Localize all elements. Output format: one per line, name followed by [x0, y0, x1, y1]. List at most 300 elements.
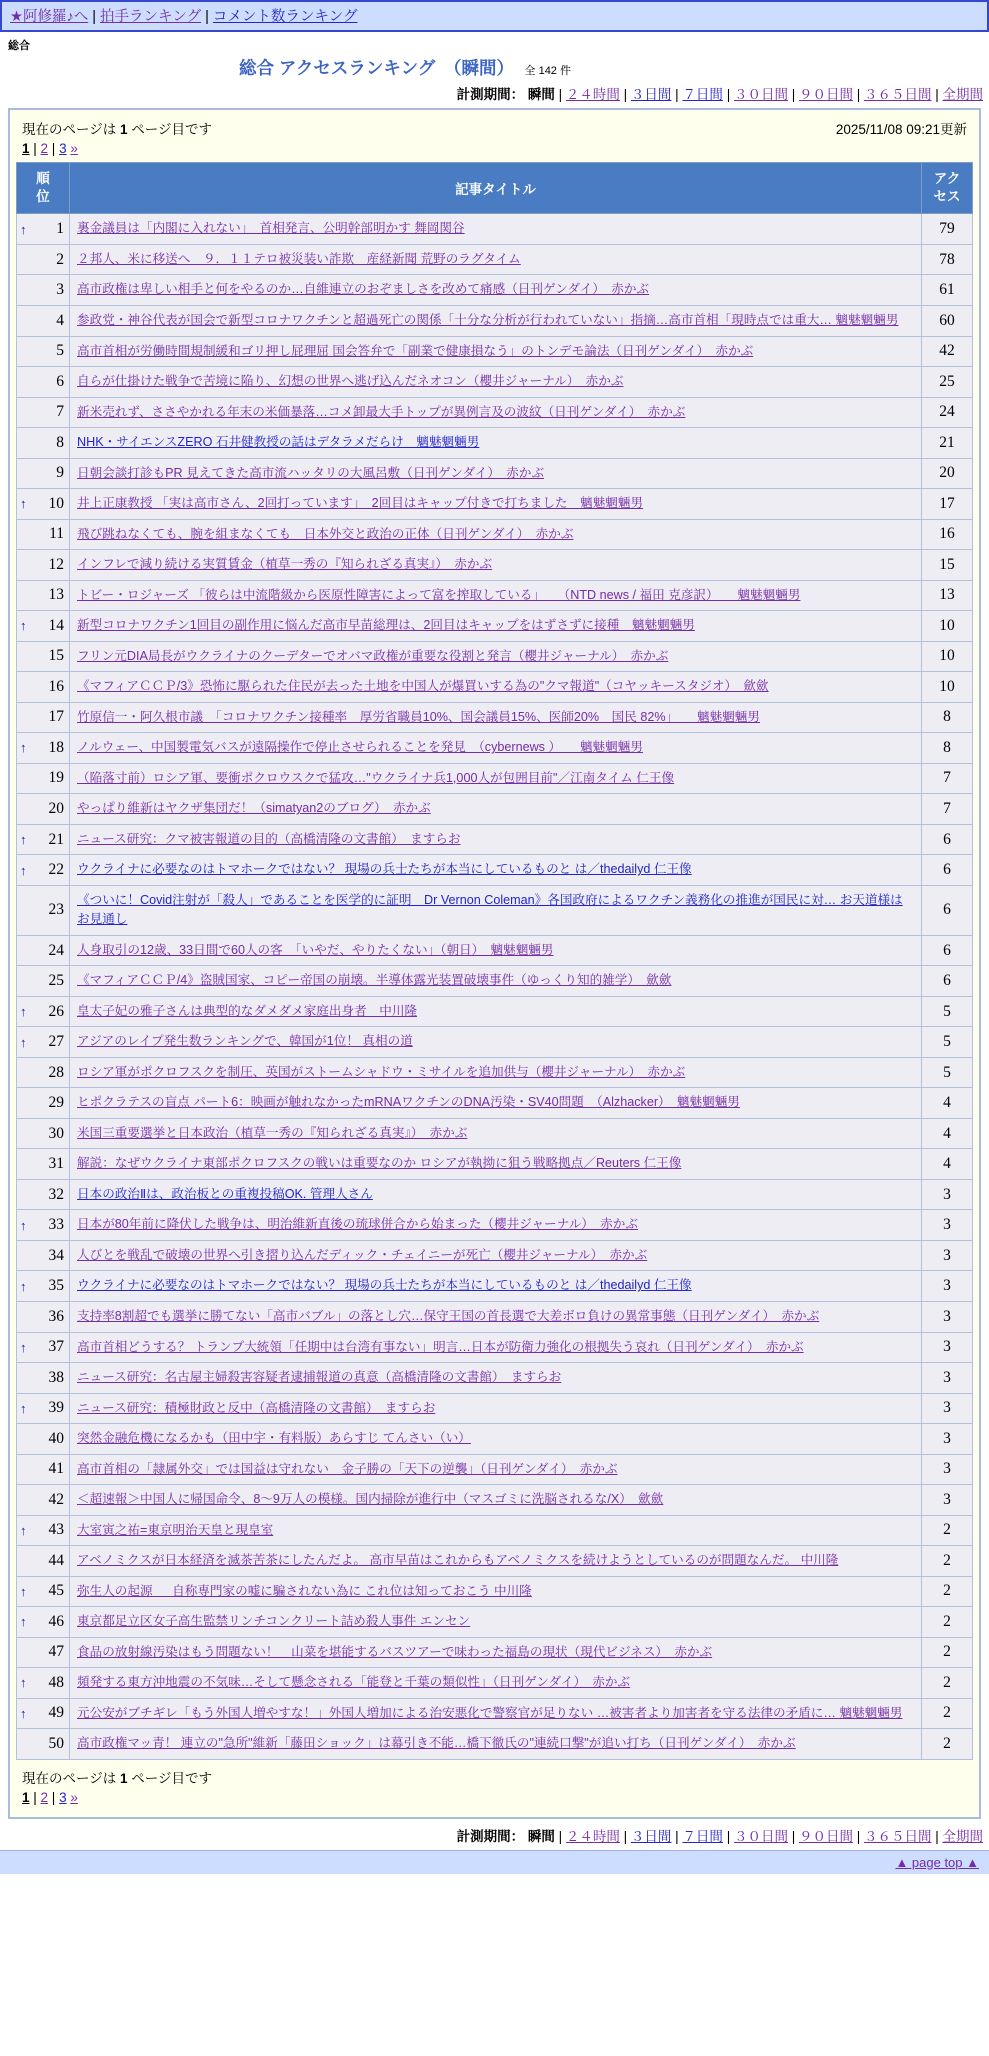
separator: | [671, 1828, 683, 1844]
article-link[interactable]: ニュース研究：名古屋主婦殺害容疑者逮捕報道の真意（高橋清隆の文書館） ますらお [77, 1370, 562, 1385]
access-count: 3 [922, 1240, 973, 1271]
article-link[interactable]: 竹原信一・阿久根市議 「コロナワクチン接種率 厚労省職員10%、国会議員15%、医師20% 国民 82%」 魑魅魍魎男 [77, 709, 760, 724]
article-link[interactable]: 支持率8割超でも選挙に勝てない「高市バブル」の落とし穴…保守王国の首長選で大差ボロ負けの異常事態（日刊ゲンダイ） 赤かぶ [77, 1309, 820, 1323]
table-row [17, 1027, 973, 1058]
rank-number: 42 [48, 1490, 64, 1508]
access-count: 7 [922, 763, 973, 794]
article-title-cell [70, 519, 922, 550]
rank-number: 46 [48, 1612, 64, 1630]
article-link[interactable]: 皇太子妃の雅子さんは典型的なダメダメ家庭出身者 中川隆 [77, 1003, 418, 1018]
article-title-cell [70, 1057, 922, 1088]
article-title-cell [70, 966, 922, 997]
rank-cell [17, 966, 70, 997]
rank-cell [17, 1546, 70, 1577]
rank-number: 30 [48, 1124, 64, 1142]
access-count: 6 [922, 824, 973, 855]
rank-cell [17, 885, 70, 935]
rank-number: 8 [56, 433, 64, 451]
rank-number: 41 [48, 1460, 64, 1478]
rank-number: 27 [48, 1033, 64, 1051]
topbar-link[interactable]: ★阿修羅♪へ [10, 9, 89, 25]
page-link[interactable]: 3 [59, 141, 67, 156]
rank-up-icon: ↑ [20, 832, 27, 847]
rank-up-icon: ↑ [20, 1614, 27, 1630]
rank-up-icon: ↑ [20, 1522, 27, 1538]
access-count: 7 [922, 794, 973, 825]
rank-cell [17, 1363, 70, 1394]
article-link[interactable]: 日朝会談打診もPR 見えてきた高市流ハッタリの大風呂敷（日刊ゲンダイ） 赤かぶ [77, 465, 545, 480]
table-row [17, 1637, 973, 1668]
article-link[interactable]: 食品の放射線汚染はもう問題ない！ 山菜を堪能するバスツアーで味わった福島の現状（現代ビジネス） 赤かぶ [77, 1644, 713, 1659]
article-title-cell [70, 244, 922, 275]
rank-number: 19 [48, 769, 64, 787]
access-count: 60 [922, 305, 973, 336]
bottom-bar [0, 1850, 989, 1874]
article-title-cell [70, 794, 922, 825]
article-title-cell [70, 1637, 922, 1668]
access-count: 3 [922, 1302, 973, 1333]
period-link[interactable]: ７日間 [682, 87, 723, 102]
rank-number: 17 [48, 708, 64, 726]
article-link[interactable]: アベノミクスが日本経済を滅茶苦茶にしたんだよ。 高市早苗はこれからもアベノミクスを続けようとしているのが問題なんだ。 中川隆 [77, 1553, 839, 1568]
rank-number: 31 [48, 1155, 64, 1173]
rank-cell [17, 214, 70, 245]
separator: | [787, 1828, 799, 1844]
article-link[interactable]: ２邦人、米に移送へ ９．１１テロ被災装い詐欺 産経新聞 荒野のラグタイム [77, 251, 521, 266]
rank-cell [17, 550, 70, 581]
article-link[interactable]: 高市政権マッ青！ 連立の"急所"維新「藤田ショック」は幕引き不能…橋下徹氏の"連続口撃"が追い打ち（日刊ゲンダイ） 赤かぶ [77, 1736, 796, 1751]
period-link[interactable]: ９０日間 [798, 87, 853, 102]
rank-cell [17, 733, 70, 764]
access-count: 2 [922, 1546, 973, 1577]
article-link[interactable]: 高市首相が労働時間規制緩和ゴリ押し屁理屈 国会答弁で「副業で健康損なう」のトンデモ論法（日刊ゲンダイ） 赤かぶ [77, 343, 754, 358]
table-row [17, 428, 973, 459]
access-count: 6 [922, 885, 973, 935]
separator: | [48, 141, 60, 156]
access-count: 10 [922, 672, 973, 703]
access-count: 3 [922, 1332, 973, 1363]
table-row [17, 611, 973, 642]
article-link[interactable]: 新型コロナワクチン1回目の副作用に悩んだ高市早苗総理は、2回目はキャップをはずさずに接種 魑魅魍魎男 [77, 618, 695, 633]
access-count: 2 [922, 1637, 973, 1668]
article-link[interactable]: 日本の政治Ⅱは、政治板との重複投稿OK. 管理人さん [77, 1186, 373, 1201]
rank-up-icon: ↑ [20, 1675, 27, 1691]
article-link[interactable]: 《マフィアＣＣＰ/4》盗賊国家、コピー帝国の崩壊。半導体露光装置破壊事件（ゆっくり知的雑学） 歛歛 [77, 973, 672, 988]
article-link[interactable]: 日本が80年前に降伏した戦争は、明治維新直後の琉球併合から始まった（櫻井ジャーナル） 赤かぶ [77, 1217, 638, 1232]
article-link[interactable]: 井上正康教授 「実は高市さん、2回打っています」 2回目はキャップ付きで打ちました 魑魅魍魎男 [77, 496, 644, 511]
rank-cell [17, 611, 70, 642]
period-link[interactable]: ７日間 [682, 1828, 723, 1844]
separator: | [671, 87, 683, 102]
page-info-top [16, 115, 973, 139]
table-row [17, 966, 973, 997]
article-link[interactable]: ニュース研究：クマ被害報道の目的（高橋清隆の文書館） ますらお [77, 831, 461, 846]
page-link[interactable]: 2 [40, 1789, 49, 1805]
rank-cell [17, 458, 70, 489]
rank-cell [17, 1118, 70, 1149]
article-link[interactable]: アジアのレイプ発生数ランキングで、韓国が1位！ 真相の道 [77, 1034, 413, 1049]
rank-up-icon: ↑ [20, 1034, 27, 1050]
access-count: 2 [922, 1607, 973, 1638]
table-row [17, 1576, 973, 1607]
article-title-cell [70, 996, 922, 1027]
access-count: 3 [922, 1210, 973, 1241]
rank-number: 12 [48, 555, 64, 573]
article-title-cell [70, 367, 922, 398]
page-link[interactable]: 3 [59, 1789, 67, 1805]
rank-number: 24 [48, 941, 64, 959]
article-link[interactable]: 自らが仕掛けた戦争で苦境に陥り、幻想の世界へ逃げ込んだネオコン（櫻井ジャーナル） 赤かぶ [77, 374, 624, 389]
table-row [17, 458, 973, 489]
rank-cell [17, 336, 70, 367]
access-count: 6 [922, 935, 973, 966]
rank-cell [17, 996, 70, 1027]
rank-cell [17, 1149, 70, 1180]
rank-cell [17, 1027, 70, 1058]
access-count: 3 [922, 1454, 973, 1485]
rank-number: 13 [48, 586, 64, 604]
access-count: 3 [922, 1393, 973, 1424]
rank-cell [17, 1668, 70, 1699]
rank-number: 50 [48, 1734, 64, 1752]
rank-cell [17, 519, 70, 550]
rank-cell [17, 794, 70, 825]
access-count: 5 [922, 1027, 973, 1058]
rank-number: 47 [48, 1643, 64, 1661]
period-link[interactable]: ３日間 [630, 87, 672, 102]
rank-number: 16 [48, 677, 64, 695]
article-title-cell [70, 1393, 922, 1424]
rank-up-icon: ↑ [20, 1400, 27, 1416]
current-page-number: 1 [120, 1770, 128, 1786]
rank-cell [17, 1576, 70, 1607]
article-link[interactable]: 弥生人の起源 ＿ 自称専門家の嘘に騙されない為に これ位は知っておこう 中川隆 [77, 1583, 532, 1598]
access-count: 79 [922, 214, 973, 245]
article-title-cell [70, 1546, 922, 1577]
rank-number: 9 [56, 464, 64, 482]
table-row [17, 1210, 973, 1241]
article-link[interactable]: やっぱり維新はヤクザ集団だ！（simatyan2のブログ） 赤かぶ [77, 801, 431, 816]
article-link[interactable]: 新米売れず、ささやかれる年末の米価暴落…コメ卸最大手トップが異例言及の波紋（日刊ゲンダイ） 赤かぶ [77, 404, 686, 419]
table-row [17, 1698, 973, 1729]
article-title-cell [70, 1424, 922, 1455]
access-count: 13 [922, 580, 973, 611]
rank-number: 25 [48, 972, 64, 990]
separator: | [722, 87, 734, 102]
rank-up-icon: ↑ [20, 1705, 27, 1721]
rank-cell [17, 1179, 70, 1210]
rank-up-icon: ↑ [20, 740, 27, 756]
separator: | [92, 9, 97, 25]
table-row [17, 1668, 973, 1699]
rank-up-icon: ↑ [20, 862, 27, 878]
access-count: 25 [922, 367, 973, 398]
table-row [17, 1485, 973, 1516]
table-row [17, 1607, 973, 1638]
article-link[interactable]: フリン元DIA局長がウクライナのクーデターでオバマ政権が重要な役割と発言（櫻井ジャーナル） 赤かぶ [77, 648, 669, 663]
article-link[interactable]: 大室寅之祐=東京明治天皇と現皇室 [77, 1522, 274, 1537]
access-count: 78 [922, 244, 973, 275]
header-rank: 順位 [17, 163, 70, 214]
article-title-cell [70, 1576, 922, 1607]
rank-number: 28 [48, 1063, 64, 1081]
page-link[interactable]: » [70, 1789, 78, 1805]
rank-number: 7 [56, 403, 64, 421]
article-title-cell [70, 1729, 922, 1760]
article-title-cell [70, 733, 922, 764]
rank-cell [17, 641, 70, 672]
article-link[interactable]: 東京都足立区女子高生監禁リンチコンクリート詰め殺人事件 エンセン [77, 1614, 471, 1629]
table-row [17, 1393, 973, 1424]
article-link[interactable]: 元公安がブチギレ「もう外国人増やすな！」外国人増加による治安悪化で警察官が足りない …被害者より加害者を守る法律の矛盾に… 魑魅魍魎男 [77, 1705, 903, 1720]
table-row [17, 935, 973, 966]
separator: | [619, 87, 631, 102]
access-count: 16 [922, 519, 973, 550]
article-title-cell [70, 1607, 922, 1638]
access-count: 3 [922, 1363, 973, 1394]
period-label: 計測期間： [456, 87, 528, 102]
article-link[interactable]: 人身取引の12歳、33日間で60人の客 「いやだ、やりたくない」（朝日） 魑魅魍魎男 [77, 942, 554, 957]
rank-cell [17, 1271, 70, 1302]
rank-number: 35 [48, 1277, 64, 1295]
rank-cell [17, 1637, 70, 1668]
article-link[interactable]: ＜超速報＞中国人に帰国命令、8～9万人の模様。国内掃除が進行中（マスゴミに洗脳されるな/X） 歛歛 [77, 1492, 664, 1507]
rank-cell [17, 672, 70, 703]
article-link[interactable]: ヒポクラテスの盲点 パート6：映画が触れなかったmRNAワクチンのDNA汚染・SV40問題 （Alzhacker） 魑魅魍魎男 [77, 1095, 740, 1110]
rank-number: 39 [48, 1399, 64, 1417]
table-row [17, 702, 973, 733]
rank-number: 6 [56, 372, 64, 390]
rank-up-icon: ↑ [20, 1004, 27, 1020]
rank-number: 38 [48, 1368, 64, 1386]
rank-cell [17, 244, 70, 275]
table-row [17, 1271, 973, 1302]
rank-number: 15 [48, 647, 64, 665]
article-link[interactable]: 高市首相どうする？ トランプ大統領「任期中は台湾有事ない」明言…日本が防衛力強化の根拠失う哀れ（日刊ゲンダイ） 赤かぶ [77, 1339, 804, 1354]
page-title: 総合 アクセスランキング （瞬間） [239, 58, 515, 78]
table-row [17, 855, 973, 886]
table-row [17, 1302, 973, 1333]
rank-cell [17, 855, 70, 886]
article-link[interactable]: 《マフィアＣＣＰ/3》恐怖に駆られた住民が去った土地を中国人が爆買いする為の"クマ報道"（コヤッキースタジオ） 歛歛 [77, 679, 769, 694]
article-title-cell [70, 1027, 922, 1058]
article-link[interactable]: 高市政権は卑しい相手と何をやるのか…自維連立のおぞましさを改めて痛感（日刊ゲンダイ） 赤かぶ [77, 282, 650, 297]
table-row [17, 336, 973, 367]
table-row [17, 641, 973, 672]
article-link[interactable]: ウクライナに必要なのはトマホークではない？ 現場の兵士たちが本当にしているものと は／thedailyd 仁王像 [77, 862, 692, 877]
article-link[interactable]: 突然金融危機になるかも（田中宇・有料版）あらすじ てんさい（い） [77, 1431, 471, 1446]
article-title-cell [70, 885, 922, 935]
rank-cell [17, 824, 70, 855]
page-current: 1 [22, 141, 30, 156]
article-title-cell [70, 1454, 922, 1485]
page-link[interactable]: 2 [40, 141, 49, 156]
ranking-table [16, 162, 973, 1760]
current-page-number: 1 [120, 122, 128, 137]
access-count: 42 [922, 336, 973, 367]
access-count: 2 [922, 1576, 973, 1607]
table-row [17, 1179, 973, 1210]
access-count: 10 [922, 611, 973, 642]
period-link[interactable]: ２４時間 [565, 87, 620, 102]
rank-cell [17, 428, 70, 459]
rank-number: 33 [48, 1216, 64, 1234]
article-link[interactable]: 参政党・神谷代表が国会で新型コロナワクチンと超過死亡の関係「十分な分析が行われていない」指摘…高市首相「現時点では重大… 魑魅魍魎男 [77, 312, 899, 327]
separator: | [722, 1828, 734, 1844]
article-link[interactable]: 米国三重要選挙と日本政治（植草一秀の『知られざる真実』） 赤かぶ [77, 1125, 468, 1140]
rank-number: 4 [56, 311, 64, 329]
rank-number: 2 [56, 250, 64, 268]
access-count: 17 [922, 489, 973, 520]
page-header [0, 55, 810, 80]
table-row [17, 1363, 973, 1394]
rank-cell [17, 1515, 70, 1546]
table-row [17, 214, 973, 245]
table-row [17, 519, 973, 550]
rank-number: 21 [48, 830, 64, 848]
table-row [17, 489, 973, 520]
rank-number: 22 [48, 861, 64, 879]
access-count: 21 [922, 428, 973, 459]
article-link[interactable]: ロシア軍がポクロフスクを制圧、英国がストームシャドウ・ミサイルを追加供与（櫻井ジャーナル） 赤かぶ [77, 1064, 686, 1079]
article-title-cell [70, 1118, 922, 1149]
article-title-cell [70, 1210, 922, 1241]
article-link[interactable]: 解説：なぜウクライナ東部ポクロフスクの戦いは重要なのか ロシアが執拗に狙う戦略拠点／Reuters 仁王像 [77, 1156, 682, 1171]
article-link[interactable]: 飛び跳ねなくても、腕を組まなくても 日本外交と政治の正体（日刊ゲンダイ） 赤かぶ [77, 526, 574, 541]
access-count: 6 [922, 855, 973, 886]
article-title-cell [70, 1302, 922, 1333]
article-title-cell [70, 763, 922, 794]
article-title-cell [70, 824, 922, 855]
rank-number: 1 [56, 220, 64, 238]
article-title-cell [70, 641, 922, 672]
article-title-cell [70, 1088, 922, 1119]
period-link[interactable]: ３０日間 [733, 1828, 788, 1844]
table-row [17, 1729, 973, 1760]
page-top-link[interactable]: ▲ page top ▲ [895, 1854, 979, 1870]
period-link[interactable]: ３６５日間 [863, 1828, 932, 1844]
rank-number: 20 [48, 799, 64, 817]
table-row [17, 733, 973, 764]
article-title-cell [70, 1240, 922, 1271]
article-title-cell [70, 397, 922, 428]
article-link[interactable]: 高市首相の「隷属外交」では国益は守れない 金子勝の「天下の逆襲」（日刊ゲンダイ） 赤かぶ [77, 1461, 618, 1476]
article-link[interactable]: 人びとを戦乱で破壊の世界へ引き摺り込んだディック・チェイニーが死亡（櫻井ジャーナル） 赤かぶ [77, 1247, 648, 1262]
article-link[interactable]: トビー・ロジャーズ 「彼らは中流階級から医原性障害によって富を搾取している」 （NTD news / 福田 克彦訳） 魑魅魍魎男 [77, 587, 801, 602]
access-count: 15 [922, 550, 973, 581]
rank-cell [17, 489, 70, 520]
separator: | [787, 87, 799, 102]
article-title-cell [70, 1485, 922, 1516]
page-link[interactable]: » [70, 141, 78, 156]
article-title-cell [70, 336, 922, 367]
table-row [17, 244, 973, 275]
topbar-link[interactable]: 拍手ランキング [100, 9, 202, 25]
ranking-box [8, 108, 981, 1819]
table-row [17, 1546, 973, 1577]
article-title-cell [70, 1698, 922, 1729]
header-title: 記事タイトル [70, 163, 922, 214]
period-links-bottom [0, 1825, 983, 1845]
access-count: 20 [922, 458, 973, 489]
period-link[interactable]: 全期間 [942, 1828, 983, 1844]
rank-number: 26 [48, 1002, 64, 1020]
article-title-cell [70, 275, 922, 306]
table-row [17, 1240, 973, 1271]
article-link[interactable]: 裏金議員は「内閣に入れない」 首相発言、公明幹部明かす 舞岡関谷 [77, 221, 465, 236]
period-link[interactable]: ９０日間 [798, 1828, 853, 1844]
pagination-bottom [16, 1788, 973, 1811]
table-row [17, 1057, 973, 1088]
table-row [17, 885, 973, 935]
article-link[interactable]: ニュース研究：積極財政と反中（高橋清隆の文書館） ますらお [77, 1400, 436, 1415]
period-link[interactable]: ３０日間 [733, 87, 788, 102]
access-count: 10 [922, 641, 973, 672]
table-row [17, 763, 973, 794]
article-title-cell [70, 1271, 922, 1302]
article-title-cell [70, 458, 922, 489]
rank-cell [17, 1607, 70, 1638]
rank-cell [17, 1240, 70, 1271]
rank-number: 5 [56, 342, 64, 360]
period-link[interactable]: 全期間 [942, 87, 983, 102]
rank-cell [17, 1057, 70, 1088]
rank-cell [17, 305, 70, 336]
period-link[interactable]: ３６５日間 [863, 87, 932, 102]
rank-up-icon: ↑ [20, 1217, 27, 1233]
table-row [17, 1149, 973, 1180]
separator: | [48, 1789, 60, 1805]
article-link[interactable]: インフレで減り続ける実質賃金（植草一秀の『知られざる真実』） 赤かぶ [77, 557, 493, 572]
rank-number: 23 [48, 901, 64, 919]
article-link[interactable]: 《ついに！Covid注射が「殺人」であることを医学的に証明 Dr Vernon Coleman》各国政府によるワクチン義務化の推進が国民に対… お天道様はお見通し [77, 892, 903, 927]
rank-number: 36 [48, 1307, 64, 1325]
rank-up-icon: ↑ [20, 618, 27, 634]
article-link[interactable]: ウクライナに必要なのはトマホークではない？ 現場の兵士たちが本当にしているものと は／thedailyd 仁王像 [77, 1278, 692, 1293]
rank-cell [17, 935, 70, 966]
period-link[interactable]: ３日間 [630, 1828, 672, 1844]
access-count: 5 [922, 1057, 973, 1088]
article-link[interactable]: NHK・サイエンスZERO 石井健教授の話はデタラメだらけ 魑魅魍魎男 [77, 435, 480, 450]
article-link[interactable]: ノルウェー、中国製電気バスが遠隔操作で停止させられることを発見 （cybernews ） 魑魅魍魎男 [77, 740, 643, 755]
separator: | [554, 87, 566, 102]
period-current: 瞬間 [527, 87, 555, 102]
separator: | [852, 1828, 864, 1844]
rank-cell [17, 1729, 70, 1760]
rank-number: 44 [48, 1551, 64, 1569]
table-header-row [17, 163, 973, 214]
category-label: 総合 [8, 40, 30, 52]
rank-up-icon: ↑ [20, 1583, 27, 1599]
article-title-cell [70, 489, 922, 520]
article-link[interactable]: （陥落寸前）ロシア軍、要衝ポクロウスクで猛攻…"ウクライナ兵1,000人が包囲目前"／江南タイム 仁王像 [77, 770, 675, 785]
access-count: 3 [922, 1485, 973, 1516]
period-link[interactable]: ２４時間 [565, 1828, 620, 1844]
table-row [17, 305, 973, 336]
rank-number: 49 [48, 1704, 64, 1722]
article-title-cell [70, 1179, 922, 1210]
rank-cell [17, 275, 70, 306]
separator: | [554, 1828, 566, 1844]
rank-number: 3 [56, 281, 64, 299]
table-row [17, 1424, 973, 1455]
rank-number: 14 [48, 616, 64, 634]
topbar-link[interactable]: コメント数ランキング [212, 9, 358, 25]
page-info-text: 現在のページは 1 ページ目です [22, 1770, 213, 1786]
article-title-cell [70, 1363, 922, 1394]
article-title-cell [70, 214, 922, 245]
article-link[interactable]: 頻発する東方沖地震の不気味…そして懸念される「能登と千葉の類似性」（日刊ゲンダイ） 赤かぶ [77, 1675, 631, 1690]
